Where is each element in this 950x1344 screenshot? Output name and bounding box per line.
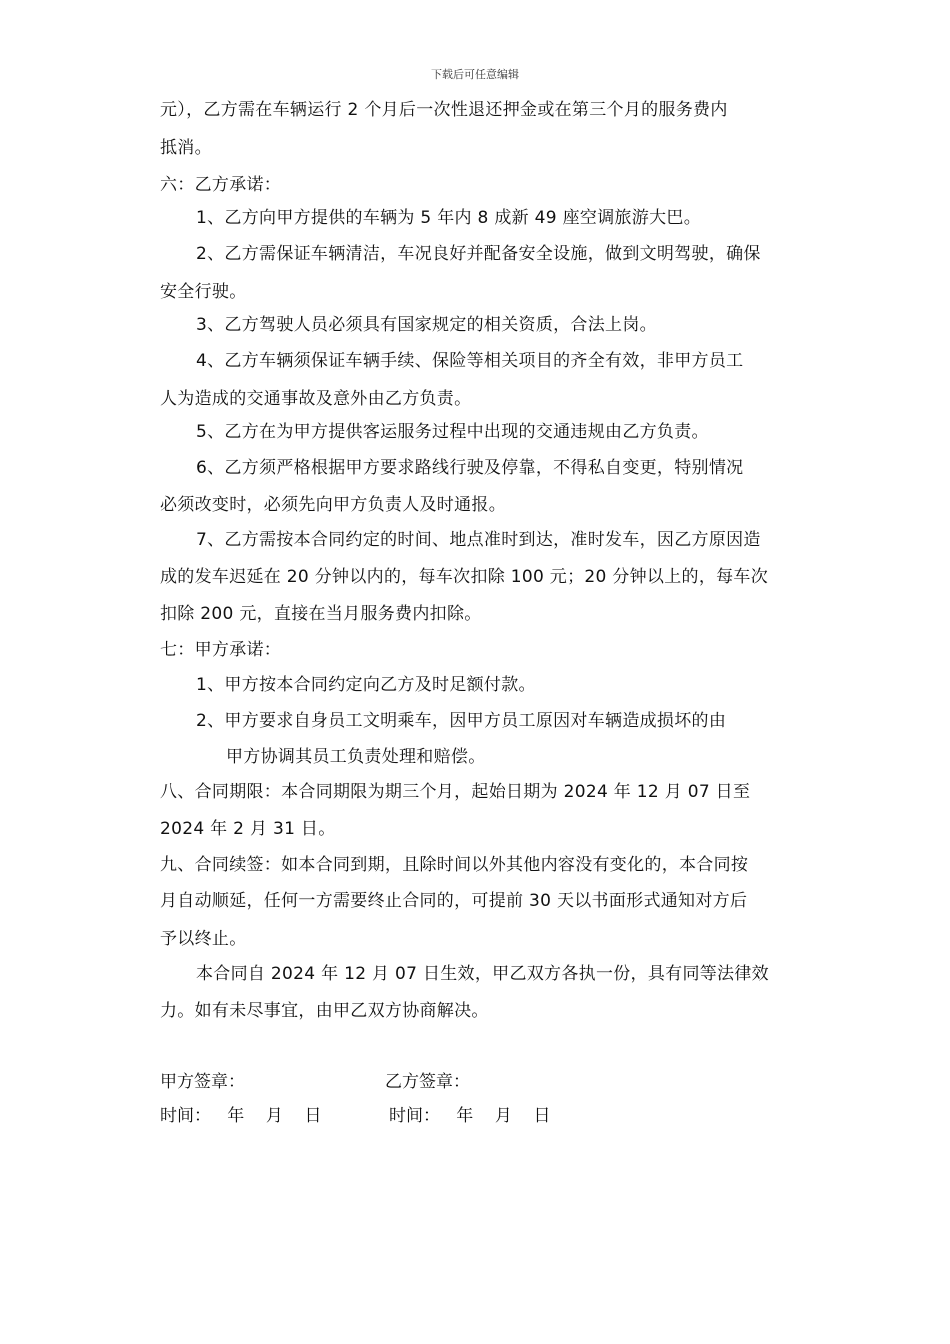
party-a-signature-label: 甲方签章： bbox=[160, 1072, 245, 1092]
list-item: 7、乙方需按本合同约定的时间、地点准时到达，准时发车，因乙方原因造 bbox=[196, 530, 761, 550]
list-item: 3、乙方驾驶人员必须具有国家规定的相关资质，合法上岗。 bbox=[196, 315, 657, 335]
body-line: 成的发车迟延在 20 分钟以内的，每车次扣除 100 元；20 分钟以上的，每车次 bbox=[160, 567, 769, 587]
body-line: 九、合同续签：如本合同到期，且除时间以外其他内容没有变化的，本合同按 bbox=[160, 855, 749, 875]
list-item: 2、乙方需保证车辆清洁，车况良好并配备安全设施，做到文明驾驶，确保 bbox=[196, 244, 761, 264]
body-line: 2024 年 2 月 31 日。 bbox=[160, 819, 336, 839]
list-item: 1、乙方向甲方提供的车辆为 5 年内 8 成新 49 座空调旅游大巴。 bbox=[196, 208, 702, 228]
body-line: 元），乙方需在车辆运行 2 个月后一次性退还押金或在第三个月的服务费内 bbox=[160, 100, 728, 120]
party-a-date-line: 时间： 年 月 日 bbox=[160, 1106, 322, 1126]
body-line: 八、合同期限：本合同期限为期三个月，起始日期为 2024 年 12 月 07 日至 bbox=[160, 782, 751, 802]
list-item: 5、乙方在为甲方提供客运服务过程中出现的交通违规由乙方负责。 bbox=[196, 422, 709, 442]
list-item: 1、甲方按本合同约定向乙方及时足额付款。 bbox=[196, 675, 536, 695]
closing-paragraph: 本合同自 2024 年 12 月 07 日生效，甲乙双方各执一份，具有同等法律效 bbox=[196, 964, 769, 984]
body-line: 月自动顺延，任何一方需要终止合同的，可提前 30 天以书面形式通知对方后 bbox=[160, 891, 748, 911]
body-line: 予以终止。 bbox=[160, 929, 247, 949]
body-line: 扣除 200 元，直接在当月服务费内扣除。 bbox=[160, 604, 482, 624]
list-item: 6、乙方须严格根据甲方要求路线行驶及停靠，不得私自变更，特别情况 bbox=[196, 458, 744, 478]
body-line: 安全行驶。 bbox=[160, 282, 247, 302]
list-item: 4、乙方车辆须保证车辆手续、保险等相关项目的齐全有效，非甲方员工 bbox=[196, 351, 744, 371]
list-item-continuation: 甲方协调其员工负责处理和赔偿。 bbox=[226, 747, 486, 767]
party-b-date-line: 时间： 年 月 日 bbox=[389, 1106, 551, 1126]
body-line: 抵消。 bbox=[160, 138, 212, 158]
page-header: 下载后可任意编辑 bbox=[431, 68, 519, 81]
section-heading: 六：乙方承诺： bbox=[160, 175, 282, 195]
body-line: 人为造成的交通事故及意外由乙方负责。 bbox=[160, 389, 472, 409]
list-item: 2、甲方要求自身员工文明乘车，因甲方员工原因对车辆造成损坏的由 bbox=[196, 711, 727, 731]
party-b-signature-label: 乙方签章： bbox=[385, 1072, 470, 1092]
body-line: 必须改变时，必须先向甲方负责人及时通报。 bbox=[160, 495, 506, 515]
closing-paragraph: 力。如有未尽事宜，由甲乙双方协商解决。 bbox=[160, 1001, 489, 1021]
section-heading: 七：甲方承诺： bbox=[160, 640, 282, 660]
